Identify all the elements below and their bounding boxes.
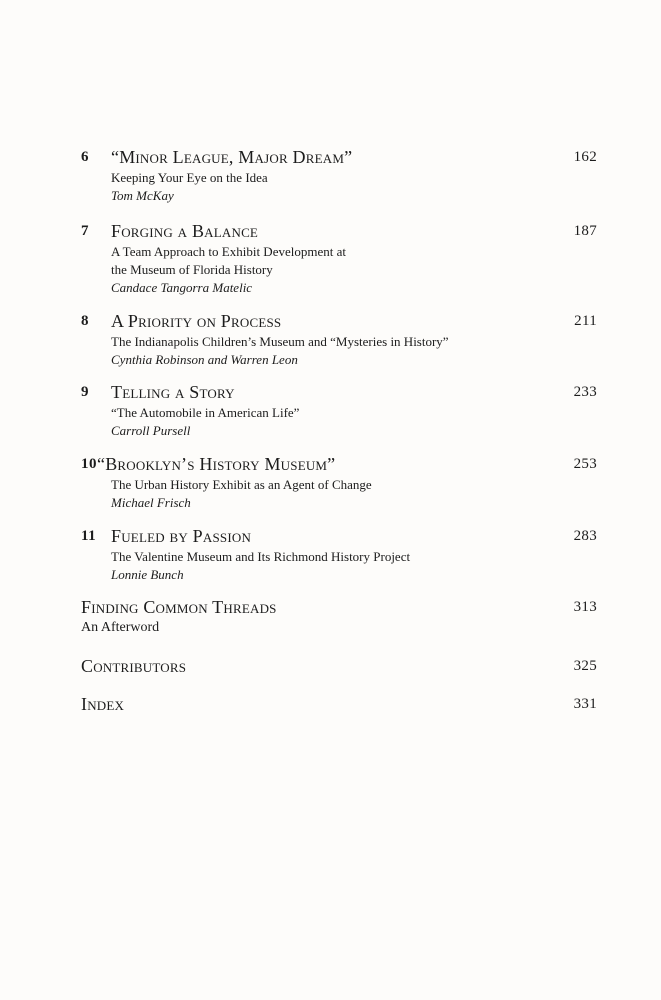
- section-title: Index: [81, 694, 125, 714]
- section-title: Finding Common Threads: [81, 597, 277, 617]
- toc-entry-heading[interactable]: [81, 694, 597, 716]
- chapter-title: “Brooklyn’s History Museum”: [97, 454, 336, 474]
- chapter-author: Cynthia Robinson and Warren Leon: [111, 352, 298, 367]
- toc-entry-heading[interactable]: [81, 597, 597, 619]
- toc-entry-heading[interactable]: [81, 526, 597, 548]
- chapter-subtitle: The Valentine Museum and Its Richmond History Project: [111, 549, 411, 564]
- toc-chapter-7: [81, 221, 597, 297]
- chapter-title: Fueled by Passion: [111, 526, 252, 546]
- chapter-subtitle: The Indianapolis Children’s Museum and “Mysteries in History”: [111, 334, 449, 349]
- chapter-author: Tom McKay: [111, 188, 174, 203]
- toc-entry-heading[interactable]: [81, 147, 597, 169]
- chapter-subtitle: A Team Approach to Exhibit Development at: [111, 244, 346, 259]
- chapter-title: Forging a Balance: [111, 221, 259, 241]
- chapter-number: 8: [81, 313, 89, 329]
- toc-contributors: [81, 656, 597, 678]
- section-subtitle: An Afterword: [81, 620, 160, 635]
- page-number: 211: [574, 313, 597, 329]
- chapter-number: 10: [81, 456, 97, 472]
- chapter-title: “Minor League, Major Dream”: [111, 147, 353, 167]
- page-number: 162: [573, 149, 597, 165]
- chapter-number: 7: [81, 223, 89, 239]
- chapter-number: 6: [81, 149, 89, 165]
- chapter-subtitle: “The Automobile in American Life”: [111, 405, 300, 420]
- chapter-title: Telling a Story: [111, 382, 235, 402]
- chapter-number: 11: [81, 528, 97, 544]
- page-number: 331: [573, 696, 597, 712]
- page-number: 313: [573, 599, 597, 615]
- page-number: 253: [573, 456, 597, 472]
- toc-chapter-10: [81, 454, 597, 512]
- toc-entry-heading[interactable]: [81, 382, 597, 404]
- page-number: 187: [573, 223, 597, 239]
- chapter-author: Carroll Pursell: [111, 423, 191, 438]
- toc-entry-heading[interactable]: [81, 221, 597, 243]
- toc-chapter-11: [81, 526, 597, 584]
- chapter-subtitle: Keeping Your Eye on the Idea: [111, 170, 268, 185]
- page-number: 325: [573, 658, 597, 674]
- chapter-subtitle: the Museum of Florida History: [111, 262, 273, 277]
- section-title: Contributors: [81, 656, 187, 676]
- chapter-number: 9: [81, 384, 89, 400]
- toc-chapter-8: [81, 311, 597, 369]
- toc-index: [81, 694, 597, 716]
- toc-entry-heading[interactable]: [81, 656, 597, 678]
- chapter-title: A Priority on Process: [111, 311, 282, 331]
- toc-chapter-6: [81, 147, 597, 205]
- chapter-author: Michael Frisch: [111, 495, 191, 510]
- chapter-subtitle: The Urban History Exhibit as an Agent of Change: [111, 477, 372, 492]
- toc-entry-heading[interactable]: [81, 454, 597, 476]
- toc-entry-heading[interactable]: [81, 311, 597, 333]
- chapter-author: Candace Tangorra Matelic: [111, 280, 253, 295]
- page-number: 283: [573, 528, 597, 544]
- toc-afterword: [81, 597, 597, 637]
- toc-chapter-9: [81, 382, 597, 440]
- page-number: 233: [573, 384, 597, 400]
- chapter-author: Lonnie Bunch: [111, 567, 184, 582]
